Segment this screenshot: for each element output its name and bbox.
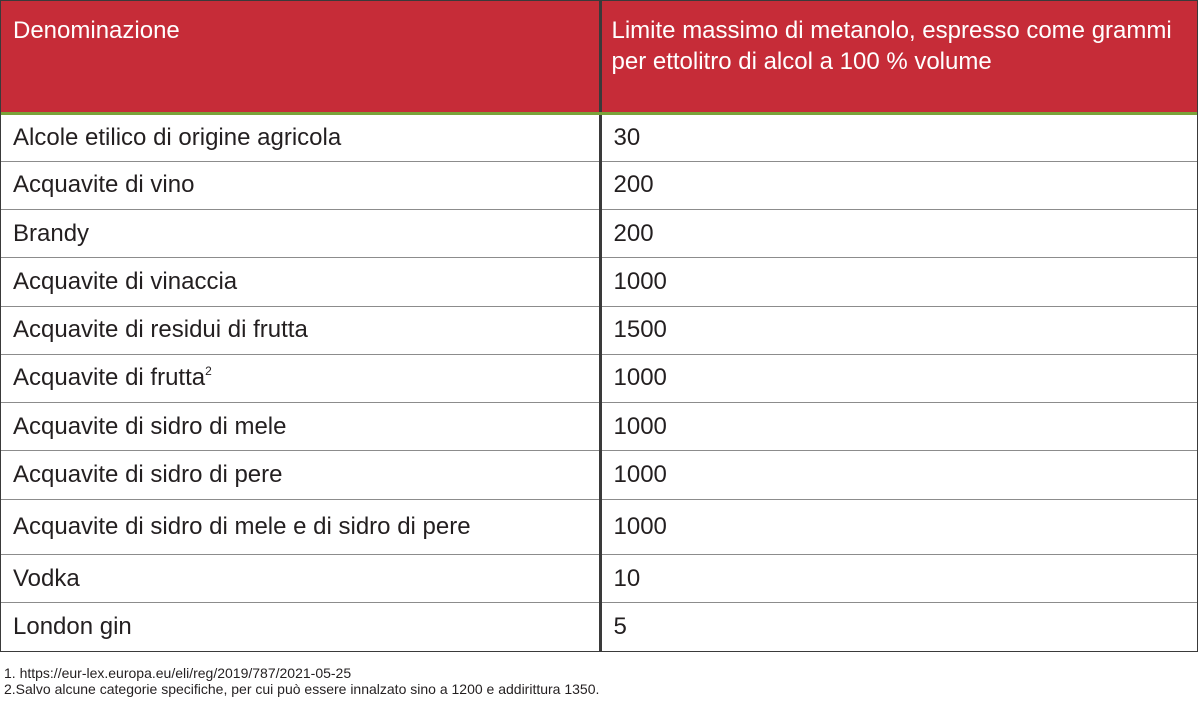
footnote-1: 1. https://eur-lex.europa.eu/eli/reg/2019/787/2021-05-25 [4, 665, 352, 681]
header-limite-metanolo: Limite massimo di metanolo, espresso come grammi per ettolitro di alcol a 100 % volume [600, 1, 1197, 113]
cell-denominazione [1, 258, 600, 306]
row-name: Brandy [13, 219, 90, 247]
cell-denominazione [1, 603, 600, 651]
header-denominazione: Denominazione [1, 1, 600, 113]
cell-denominazione [1, 403, 600, 451]
cell-denominazione [1, 161, 600, 209]
cell-limite: 1000 [600, 451, 1197, 499]
cell-limite: 200 [600, 161, 1197, 209]
cell-denominazione [1, 451, 600, 499]
table-row [1, 554, 1197, 602]
methanol-limits-table [1, 1, 1197, 651]
table-row [1, 113, 1197, 161]
table-row [1, 451, 1197, 499]
table-body [1, 113, 1197, 651]
row-name: Acquavite di residui di frutta [13, 316, 308, 344]
row-name: London gin [13, 613, 132, 641]
row-name: Acquavite di frutta [13, 364, 206, 392]
cell-denominazione [1, 554, 600, 602]
footnotes [4, 665, 599, 697]
table-row [1, 603, 1197, 651]
cell-denominazione [1, 113, 600, 161]
row-name: Acquavite di sidro di mele e di sidro di pere [13, 512, 471, 540]
cell-limite: 1000 [600, 258, 1197, 306]
row-name: Acquavite di vino [13, 171, 195, 199]
table-row [1, 258, 1197, 306]
cell-denominazione [1, 306, 600, 354]
row-name: Acquavite di sidro di pere [13, 460, 283, 488]
header-row [1, 1, 1197, 113]
table-row [1, 161, 1197, 209]
cell-limite: 1000 [600, 354, 1197, 402]
table-row [1, 499, 1197, 554]
footnote-reference: 2 [205, 364, 212, 379]
table-row [1, 210, 1197, 258]
cell-limite: 1000 [600, 499, 1197, 554]
cell-limite: 5 [600, 603, 1197, 651]
footnote-2: 2.Salvo alcune categorie specifiche, per cui può essere innalzato sino a 1200 e addirittura 1350. [4, 681, 600, 697]
table-header [1, 1, 1197, 113]
cell-limite: 200 [600, 210, 1197, 258]
cell-limite: 1500 [600, 306, 1197, 354]
row-name: Vodka [13, 564, 80, 592]
table-row [1, 354, 1197, 402]
cell-denominazione [1, 354, 600, 402]
cell-limite: 10 [600, 554, 1197, 602]
cell-denominazione [1, 499, 600, 554]
table-row [1, 306, 1197, 354]
cell-limite: 30 [600, 113, 1197, 161]
row-name: Acquavite di vinaccia [13, 267, 238, 295]
cell-denominazione [1, 210, 600, 258]
table-row [1, 403, 1197, 451]
row-name: Acquavite di sidro di mele [13, 412, 287, 440]
row-name: Alcole etilico di origine agricola [13, 123, 342, 151]
cell-limite: 1000 [600, 403, 1197, 451]
